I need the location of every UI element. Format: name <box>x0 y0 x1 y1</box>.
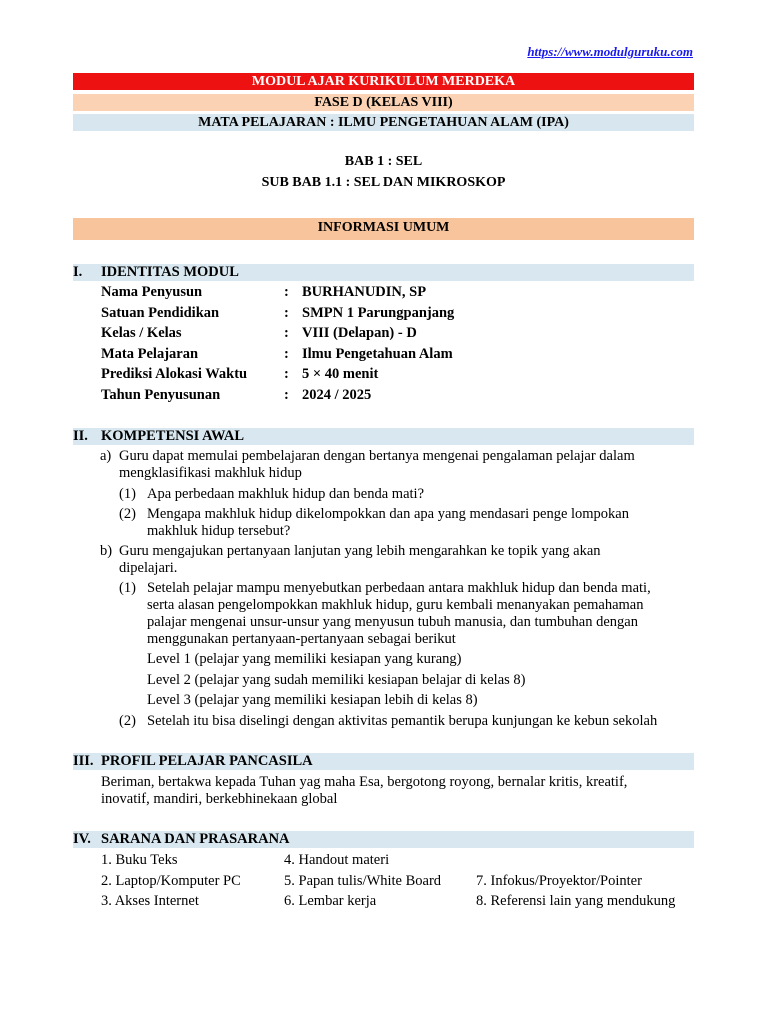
section-title: SARANA DAN PRASARANA <box>101 831 290 847</box>
list-item: 8. Referensi lain yang mendukung <box>476 893 676 909</box>
level-text: Level 1 (pelajar yang memiliki kesiapan yang kurang) <box>147 651 462 667</box>
section-title: KOMPETENSI AWAL <box>101 428 245 444</box>
list-item-text: Guru mengajukan pertanyaan lanjutan yang lebih mengarahkan ke topik yang akan <box>119 543 601 559</box>
identitas-colon: : <box>284 325 289 341</box>
website-link[interactable]: https://www.modulguruku.com <box>527 44 693 59</box>
identitas-colon: : <box>284 346 289 362</box>
identitas-value: VIII (Delapan) - D <box>302 325 417 341</box>
phase-banner: FASE D (KELAS VIII) <box>73 94 694 111</box>
list-item-text: menggunakan pertanyaan-pertanyaan sebagai berikut <box>147 631 456 647</box>
list-marker: (1) <box>119 580 136 596</box>
section-title: PROFIL PELAJAR PANCASILA <box>101 753 313 769</box>
list-item-text: Guru dapat memulai pembelajaran dengan bertanya mengenai pengalaman pelajar dalam <box>119 448 635 464</box>
identitas-colon: : <box>284 305 289 321</box>
list-marker: (2) <box>119 713 136 729</box>
identitas-label: Prediksi Alokasi Waktu <box>101 366 248 382</box>
list-item-text: Setelah itu bisa diselingi dengan aktivitas pemantik berupa kunjungan ke kebun sekolah <box>147 713 658 729</box>
section-number: IV. <box>73 831 91 847</box>
list-item-text: serta alasan pengelompokkan makhluk hidup, guru kembali menanyakan pemahaman <box>147 597 644 613</box>
list-item-text: palajar mengenai unsur-unsur yang menyusun tubuh manusia, dan tumbuhan dengan <box>147 614 638 630</box>
list-item: 1. Buku Teks <box>101 852 178 868</box>
section-number: III. <box>73 753 94 769</box>
list-item: 3. Akses Internet <box>101 893 199 909</box>
identitas-label: Kelas / Kelas <box>101 325 182 341</box>
section-profil-heading <box>73 753 694 770</box>
section-number: II. <box>73 428 88 444</box>
profil-text: inovatif, mandiri, berkebhinekaan global <box>101 791 338 807</box>
identitas-colon: : <box>284 366 289 382</box>
list-item-text: Setelah pelajar mampu menyebutkan perbedaan antara makhluk hidup dan benda mati, <box>147 580 651 596</box>
identitas-value: 5 × 40 menit <box>302 366 379 382</box>
identitas-label: Satuan Pendidikan <box>101 305 220 321</box>
list-item: 5. Papan tulis/White Board <box>284 873 442 889</box>
section-kompetensi-heading <box>73 428 694 445</box>
list-marker: a) <box>100 448 112 464</box>
identitas-label: Tahun Penyusunan <box>101 387 221 403</box>
level-text: Level 2 (pelajar yang sudah memiliki kesiapan belajar di kelas 8) <box>147 672 526 688</box>
module-title-banner: MODUL AJAR KURIKULUM MERDEKA <box>73 73 694 90</box>
identitas-value: SMPN 1 Parungpanjang <box>302 305 455 321</box>
list-item: 4. Handout materi <box>284 852 390 868</box>
list-marker: (1) <box>119 486 136 502</box>
section-identitas-heading <box>73 264 694 281</box>
identitas-label: Nama Penyusun <box>101 284 203 300</box>
list-item-text: dipelajari. <box>119 560 178 576</box>
section-number: I. <box>73 264 83 280</box>
level-text: Level 3 (pelajar yang memiliki kesiapan lebih di kelas 8) <box>147 692 478 708</box>
list-item-text: mengklasifikasi makhluk hidup <box>119 465 302 481</box>
list-item-text: makhluk hidup tersebut? <box>147 523 291 539</box>
identitas-colon: : <box>284 284 289 300</box>
subject-banner: MATA PELAJARAN : ILMU PENGETAHUAN ALAM (IPA) <box>73 114 694 131</box>
section-title: IDENTITAS MODUL <box>101 264 239 280</box>
list-item: 2. Laptop/Komputer PC <box>101 873 241 889</box>
list-item-text: Mengapa makhluk hidup dikelompokkan dan apa yang mendasari penge lompokan <box>147 506 629 522</box>
identitas-value: 2024 / 2025 <box>302 387 372 403</box>
list-item: 6. Lembar kerja <box>284 893 377 909</box>
profil-text: Beriman, bertakwa kepada Tuhan yag maha Esa, bergotong royong, bernalar kritis, kreatif, <box>101 774 628 790</box>
sub-chapter-title: SUB BAB 1.1 : SEL DAN MIKROSKOP <box>261 175 506 190</box>
chapter-title: BAB 1 : SEL <box>344 154 423 169</box>
general-info-heading: INFORMASI UMUM <box>73 218 694 240</box>
list-item-text: Apa perbedaan makhluk hidup dan benda mati? <box>147 486 425 502</box>
identitas-label: Mata Pelajaran <box>101 346 199 362</box>
list-item: 7. Infokus/Proyektor/Pointer <box>476 873 642 889</box>
list-marker: b) <box>100 543 113 559</box>
identitas-value: Ilmu Pengetahuan Alam <box>302 346 453 362</box>
section-sarana-heading <box>73 831 694 848</box>
identitas-value: BURHANUDIN, SP <box>302 284 427 300</box>
list-marker: (2) <box>119 506 136 522</box>
identitas-colon: : <box>284 387 289 403</box>
